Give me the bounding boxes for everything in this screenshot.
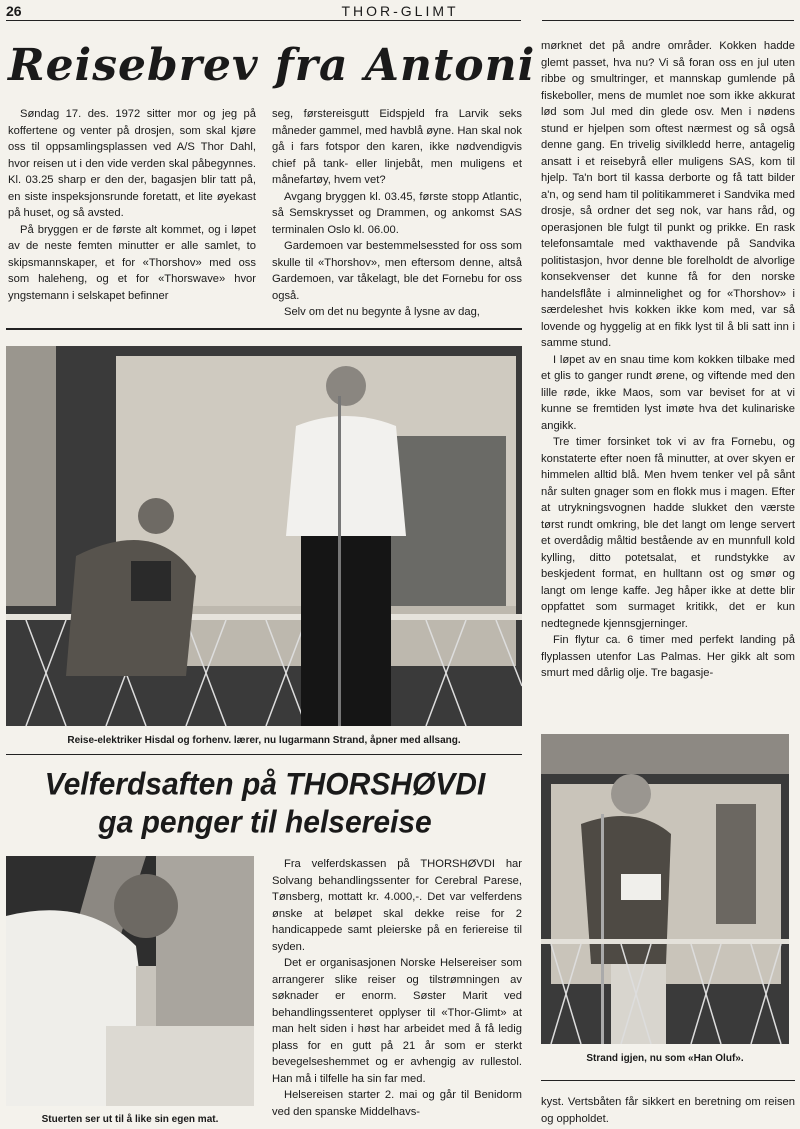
article2-title-line: ga penger til helsereise	[98, 805, 432, 840]
article-column-3-end	[541, 1094, 795, 1127]
page-number: 26	[6, 3, 22, 19]
paragraph: På bryggen er de første alt kommet, og i løpet av de neste femten minutter er alle samlet, to skipsmannskaper, et for «Thorshov» med oss som haleheng, og et for «Thorswave» hvor yngstemann i selskapet befinner	[8, 223, 256, 302]
article-column-1	[8, 106, 256, 304]
article-column-3	[541, 38, 795, 682]
chef-photo	[6, 856, 254, 1106]
article2-body	[272, 856, 522, 1120]
paragraph: Fra velferdskassen på THORSHØVDI har Solvang behandlingssenter for Cerebral Parese, Tønsberg, mottatt kr. 4.000,-. Det var velferdens ønske at beløpet skal dekke reise for 2 handicappede samt pleierske på en feriereise til syden.	[272, 858, 522, 953]
paragraph: seg, førstereisgutt Eidspjeld fra Larvik seks måneder gammel, med havblå øyne. Han skal nok gå i fars fotspor den karen, ikke nødvendigvis chief på tank- eller linjebåt, men muligens et månefartøy, hvem vet?	[272, 108, 522, 186]
paragraph: Det er organisasjonen Norske Helsereiser som arrangerer slike reiser og tilstrømningen av søknader er enorm. Søster Marit ved behandlingssenteret opplyser til «Thor-Glimt» at man helt siden i høst har arbeidet med å få ledig plass for en gutt på 21 år som er sterkt bevegelseshemmet og er avhengig av rullestol. Han må i tilfelle ha sin far med.	[272, 957, 522, 1085]
caption-rule	[6, 754, 522, 755]
photo-caption: Strand igjen, nu som «Han Oluf».	[586, 1053, 744, 1064]
costume-photo	[541, 734, 789, 1044]
caption-rule	[541, 1080, 795, 1081]
paragraph: Avgang bryggen kl. 03.45, første stopp Atlantic, så Semskrysset og Drammen, og ankomst SAS terminalen Oslo kl. 06.00.	[272, 190, 522, 236]
paragraph: Fin flytur ca. 6 timer med perfekt landing på flyplassen utenfor Las Palmas. Her gikk alt som smurt med dårlig olje. Tre bagasje-	[541, 634, 795, 679]
paragraph: Søndag 17. des. 1972 sitter mor og jeg på koffertene og venter på drosjen, som skal kjøre oss til oppsamlingsplassen ved A/S Thor Dahl, hvor reisen ut i den vide verden skal påbegynnes. Kl. 03.25 sharp er den der, bagasjen blir tatt på, en siste inspeksjonsrunde foretatt, et lite øyekast på huset, og så avsted.	[8, 108, 256, 219]
article2-title	[40, 766, 490, 842]
photo-caption: Reise-elektriker Hisdal og forhenv. lærer, nu lugarmann Strand, åpner med allsang.	[67, 735, 461, 746]
article-title: Reisebrev fra Antoni	[8, 40, 536, 91]
top-rule-right	[542, 20, 794, 21]
section-rule	[6, 328, 522, 330]
paragraph: I løpet av en snau time kom kokken tilbake med et glis to ganger rundt ørene, og viftende med den lille røde, ikke Maos, som var beviset for at vi kunne se fremtiden lyst imøte hva det kulinariske angikk.	[541, 353, 795, 432]
article-column-2	[272, 106, 522, 321]
paragraph: mørknet det på andre områder. Kokken hadde glemt passet, hva nu? Vi så foran oss en jul uten ribbe og smultringer, et mannskap gumlende på fiskeboller, mens de mumlet noe som ikke akkurat lød som Jul med din glede osv. Men i nødens stund er hjelpen som oftest nærmest og så også denne gang. En trivelig sivilkledd herre, antagelig ansatt i et reisebyrå eller muligens SAS, kom til hjelp. Ta'n bort til kassa derborte og få tatt bilder a'n, og send ham til politikammeret i Sandvika med drosje, så ordner det seg nok, var hans råd, og operasjonen ble fulgt til punkt og prikke. En rask telefonsamtale med vakthavende på Sandvika politistasjon, hvor denne ble forelholdt de alvorlige konsekvenser det kunne få for den norske handelsflåte i alminnelighet og for «Thorshov» i særdeleshet hvis kokken ikke kom med, var så lovende og hyggelig at en fikk lyst til å bli satt inn i samme stund.	[541, 40, 795, 349]
paragraph: Helsereisen starter 2. mai og går til Benidorm ved den spanske Middelhavs-	[272, 1089, 522, 1118]
top-rule	[6, 20, 521, 21]
paragraph: Gardemoen var bestemmelsessted for oss som skulle til «Thorshov», men eftersom denne, altså Gardemoen, var tåkelagt, ble det Fornebu for oss også.	[272, 240, 522, 302]
paragraph: kyst. Vertsbåten får sikkert en beretning om reisen og oppholdet.	[541, 1096, 795, 1125]
photo-caption: Stuerten ser ut til å like sin egen mat.	[41, 1114, 219, 1125]
stage-photo	[6, 346, 522, 726]
paragraph: Tre timer forsinket tok vi av fra Fornebu, og konstaterte efter noen få minutter, at over skyen er himmelen alltid blå. Men hvem tenker vel på sånt når sulten gnager som en flokk mus i magen. Efter at utrykningsvognen hadde slukket den værste tørst rundt omkring, ble det langt om lenge servert et overdådig måltid bestående av en munnfull kold kylling, ditto potetsalat, et rundstykke av beskjedent format, en hulltann ost og smør og langt om lenge kaffe. Jeg håper ikke at dette blir oppfattet som surmaget kritikk, det er kun nedtegnede kjennsgjerninger.	[541, 436, 795, 630]
running-title: THOR-GLIMT	[341, 3, 459, 19]
paragraph: Selv om det nu begynte å lysne av dag,	[284, 306, 480, 318]
article2-title-line: Velferdsaften på THORSHØVDI	[44, 767, 486, 802]
